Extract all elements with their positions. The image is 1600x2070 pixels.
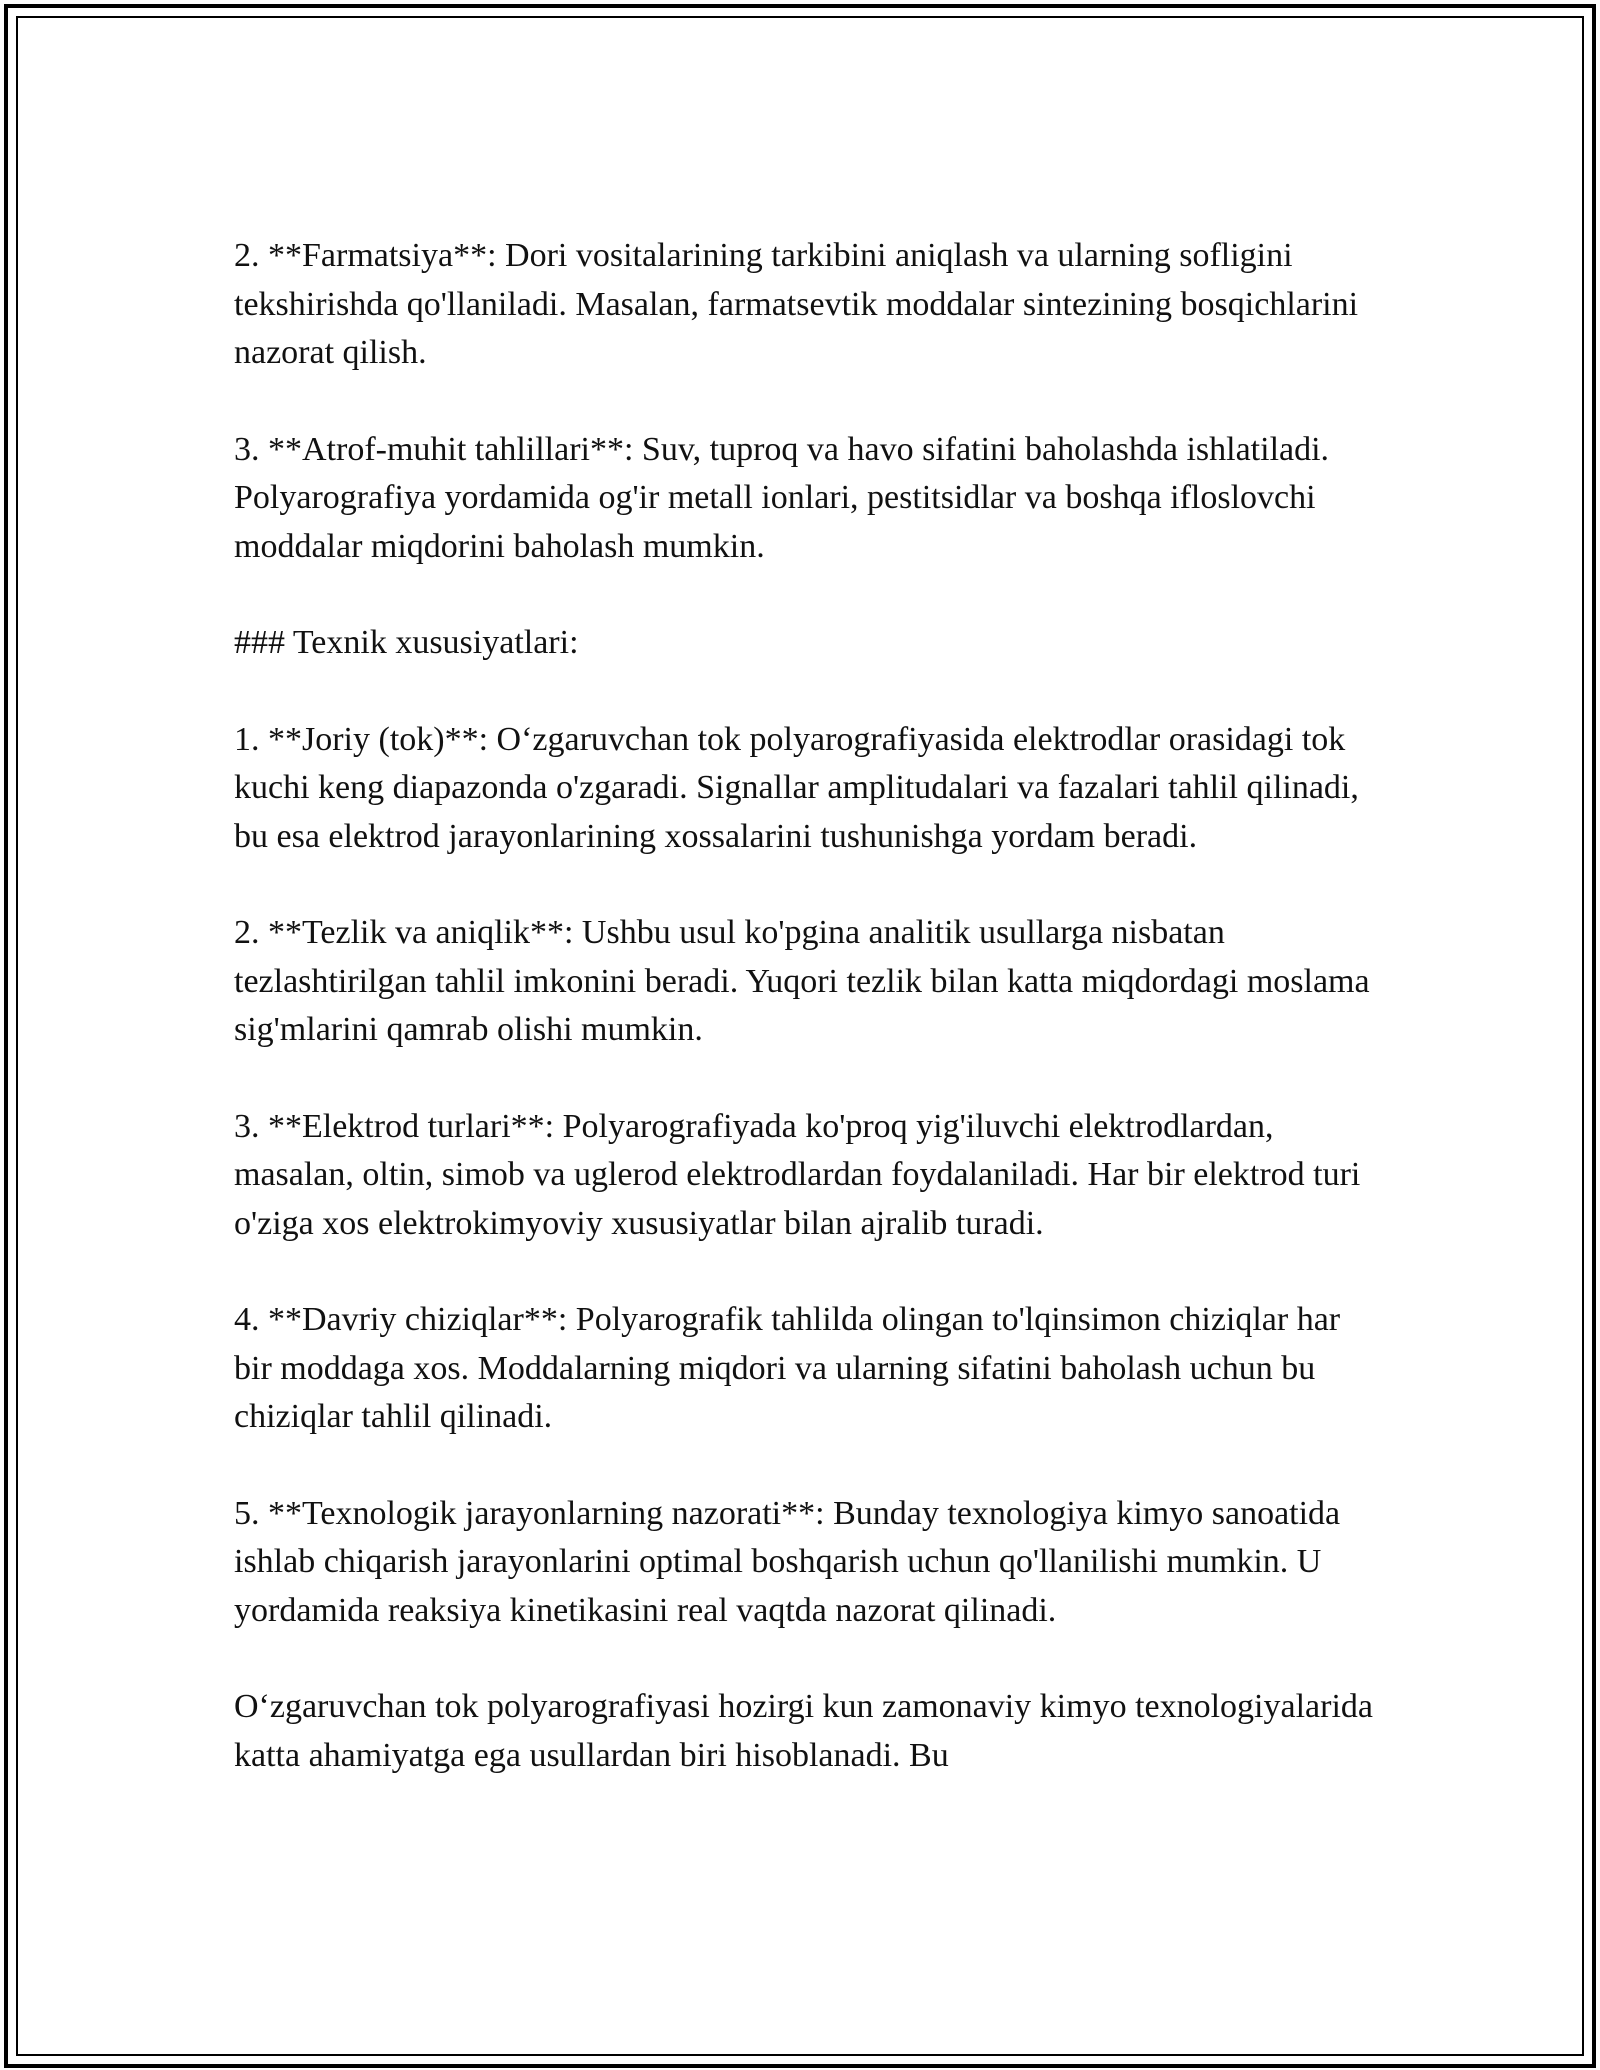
document-body [234,232,1374,1780]
paragraph-farmatsiya: 2. **Farmatsiya**: Dori vositalarining tarkibini aniqlash va ularning sofligini tekshirishda qo'llaniladi. Masalan, farmatsevtik moddalar sintezining bosqichlarini nazorat qilish. [234,237,1359,371]
paragraph-atrof-muhit: 3. **Atrof-muhit tahlillari**: Suv, tuproq va havo sifatini baholashda ishlatiladi. Polyarografiya yordamida og'ir metall ionlari, pestitsidlar va boshqa ifloslovchi moddalar miqdorini baholash mumkin. [234,430,1330,565]
section-heading-texnik: ### Texnik xususiyatlari: [234,624,579,661]
paragraph-texnologik-nazorat: 5. **Texnologik jarayonlarning nazorati**: Bunday texnologiya kimyo sanoatida ishlab chiqarish jarayonlarini optimal boshqarish uchun qo'llanilishi mumkin. U yordamida reaksiya kinetikasini real vaqtda nazorat qilinadi. [234,1494,1341,1629]
paragraph-elektrod-turlari: 3. **Elektrod turlari**: Polyarografiyada ko'proq yig'iluvchi elektrodlardan, masalan, oltin, simob va uglerod elektrodlardan foydalaniladi. Har bir elektrod turi o'ziga xos elektrokimyoviy xususiyatlar bilan ajralib turadi. [234,1107,1361,1242]
paragraph-tezlik: 2. **Tezlik va aniqlik**: Ushbu usul ko'pgina analitik usullarga nisbatan tezlashtirilgan tahlil imkonini beradi. Yuqori tezlik bilan katta miqdordagi moslama sig'mlarini qamrab olishi mumkin. [234,914,1370,1048]
paragraph-joriy-tok: 1. **Joriy (tok)**: O‘zgaruvchan tok polyarografiyasida elektrodlar orasidagi tok kuchi keng diapazonda o'zgaradi. Signallar amplitudalari va fazalari tahlil qilinadi, bu esa elektrod jarayonlarining xossalarini tushunishga yordam beradi. [234,720,1359,855]
paragraph-conclusion: O‘zgaruvchan tok polyarografiyasi hozirgi kun zamonaviy kimyo texnologiyalarida katta ahamiyatga ega usullardan biri hisoblanadi. Bu [234,1688,1373,1774]
paragraph-davriy-chiziqlar: 4. **Davriy chiziqlar**: Polyarografik tahlilda olingan to'lqinsimon chiziqlar har bir moddaga xos. Moddalarning miqdori va ularning sifatini baholash uchun bu chiziqlar tahlil qilinadi. [234,1301,1341,1435]
